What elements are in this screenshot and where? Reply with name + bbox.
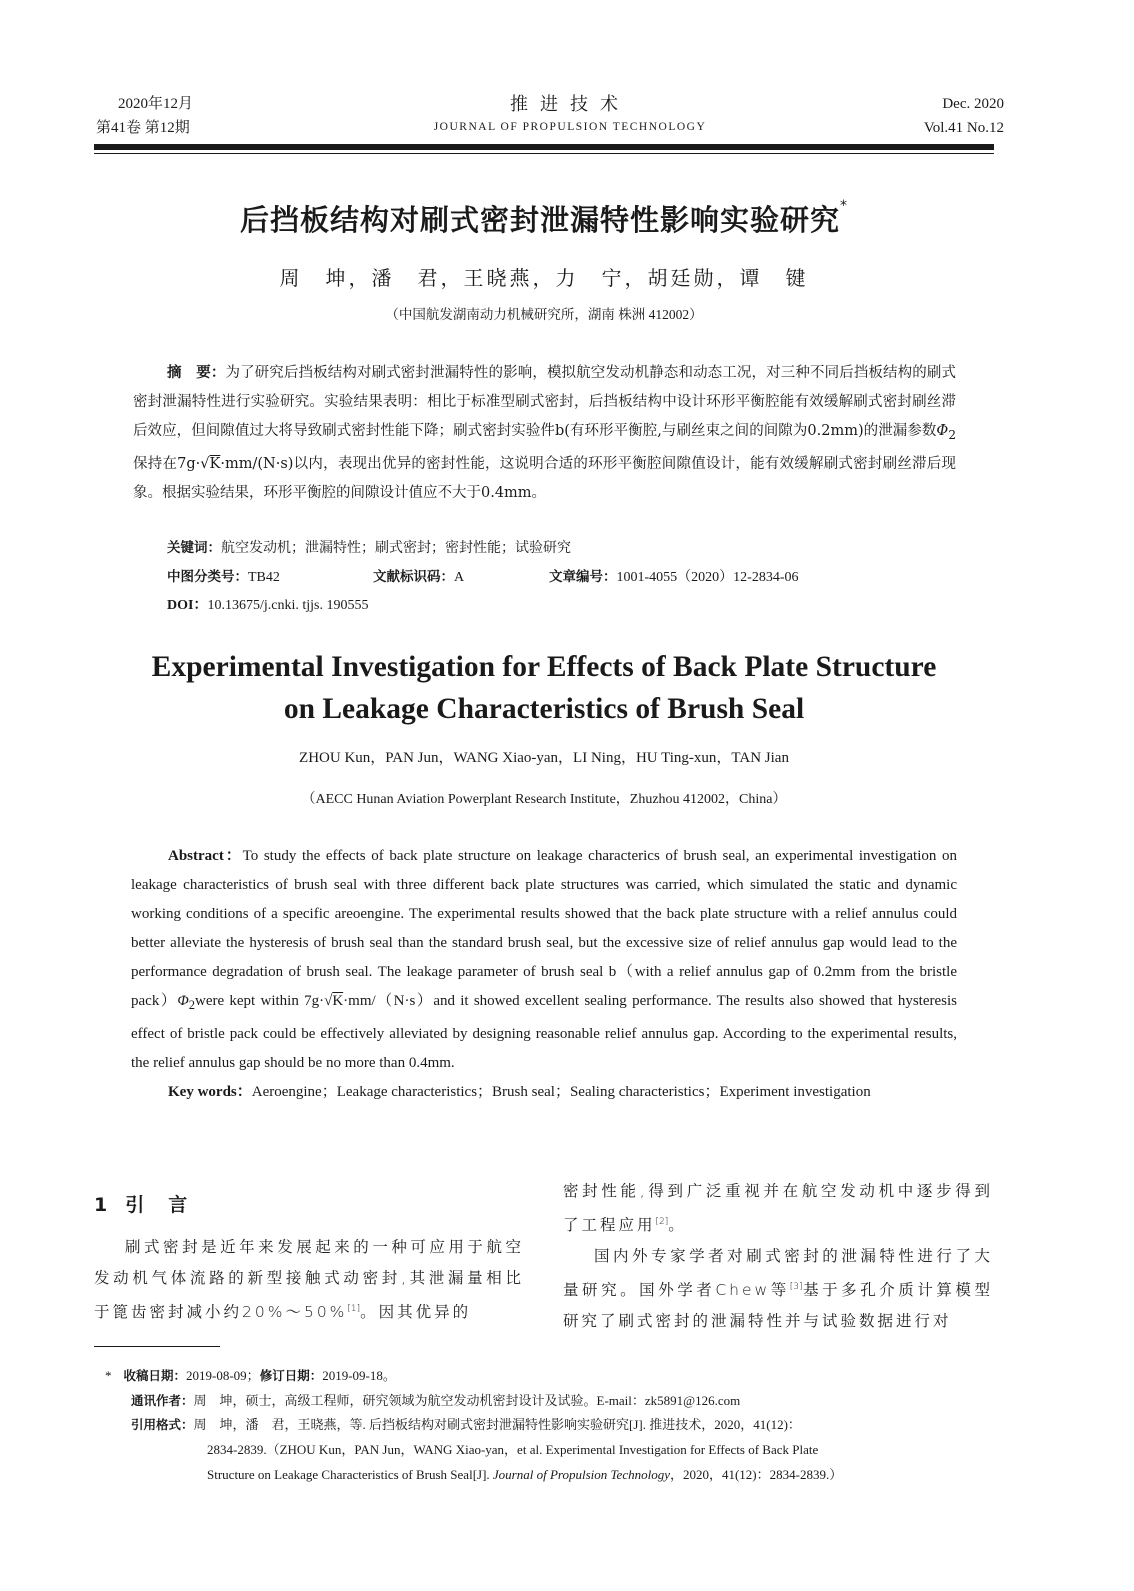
citation-line-1: 周 坤，潘 君，王晓燕，等. 后挡板结构对刷式密封泄漏特性影响实验研究[J]. 推进技术，2020，41(12)： xyxy=(193,1417,801,1432)
section-title-part-1: 引 xyxy=(125,1194,147,1216)
body-right-tail-1: 。 xyxy=(668,1216,687,1235)
header-volume-cn: 第41卷 第12期 xyxy=(96,120,190,136)
authors-en: ZHOU Kun，PAN Jun，WANG Xiao-yan，LI Ning，HU Ting-xun，TAN Jian xyxy=(299,750,789,766)
body-paragraph xyxy=(563,1241,993,1337)
keywords-cn-label: 关键词： xyxy=(167,540,221,556)
doi xyxy=(167,594,368,614)
keywords-cn xyxy=(167,536,571,557)
affiliation-cn: （中国航发湖南动力机械研究所，湖南 株洲 412002） xyxy=(385,307,703,322)
phi-subscript: 2 xyxy=(948,427,956,442)
clc-label: 中图分类号： xyxy=(167,569,248,585)
citation-ref-2[interactable]: [2] xyxy=(655,1217,669,1227)
section-heading-introduction xyxy=(94,1190,189,1217)
affiliation-en: （AECC Hunan Aviation Powerplant Research Institute，Zhuzhou 412002，China） xyxy=(301,792,787,807)
phi-subscript-en: 2 xyxy=(188,998,195,1012)
body-right-text-1: 密封性能,得到广泛重视并在航空发动机中逐步得到了工程应用 xyxy=(563,1182,993,1235)
authors-cn: 周 坤，潘 君，王晓燕，力 宁，胡廷勋，谭 键 xyxy=(279,266,809,290)
header-rule-thick xyxy=(94,144,994,150)
body-right-text-2a: 国内外专家学者对刷式密封的泄漏特性进行了大量研究。国外学者Chew等 xyxy=(563,1247,993,1300)
footnote-dates xyxy=(105,1363,396,1388)
article-number xyxy=(549,565,799,586)
body-right-column xyxy=(563,1176,993,1337)
sqrt-k: K xyxy=(209,455,221,472)
doi-label: DOI： xyxy=(167,598,208,613)
corresponding-info: 周 坤，硕士，高级工程师，研究领域为航空发动机密封设计及试验。E-mail：zk5891@126.com xyxy=(193,1393,741,1408)
citation-line-3a: Structure on Leakage Characteristics of Brush Seal[J]. xyxy=(207,1467,490,1482)
article-number-label: 文章编号： xyxy=(549,569,617,585)
doi-value[interactable]: 10.13675/j.cnki. tjjs. 190555 xyxy=(207,598,369,613)
body-left-text: 刷式密封是近年来发展起来的一种可应用于航空发动机气体流路的新型接触式动密封,其泄漏量相比于篦齿密封减小约20%～50% xyxy=(94,1238,524,1322)
abstract-en-text-1: To study the effects of back plate structure on leakage characterics of brush seal, an experimental investigation on leakage characteristics of brush seal with three different back plate structures was carried, which simulated the static and dynamic working conditions of a specific areoengine. The experimental results showed that the back plate structure with a relief annulus could better alleviate the hysteresis of brush seal than the standard brush seal, but the excessive size of relief annulus gap would lead to the performance degradation of brush seal. The leakage parameter of brush seal b（with a relief annulus gap of 0.2mm from the bristle pack） xyxy=(131,848,957,1009)
article-number-value: 1001-4055（2020）12-2834-06 xyxy=(616,570,799,585)
citation-ref-3[interactable]: [3] xyxy=(789,1282,803,1293)
citation-ref-1[interactable]: [1] xyxy=(347,1304,361,1314)
body-paragraph xyxy=(563,1176,993,1241)
body-paragraph xyxy=(94,1232,524,1328)
abstract-cn xyxy=(133,359,956,508)
journal-name-cn: 推进技术 xyxy=(510,94,630,114)
abstract-cn-text-2: 保持在7g·√ xyxy=(133,455,210,472)
header-volume-en: Vol.41 No.12 xyxy=(923,120,1004,136)
header-issue-cn xyxy=(96,92,193,140)
title-en xyxy=(94,646,994,730)
journal-name-en: JOURNAL OF PROPULSION TECHNOLOGY xyxy=(433,121,707,133)
keywords-en xyxy=(131,1078,957,1107)
title-footnote-mark: * xyxy=(840,198,848,214)
journal-masthead xyxy=(380,92,760,138)
received-date: 2019-08-09； xyxy=(186,1368,260,1383)
corresponding-label: 通讯作者： xyxy=(131,1393,194,1408)
revised-date: 2019-09-18。 xyxy=(322,1368,396,1383)
footnote-citation-format xyxy=(131,1412,961,1487)
header-rule-thin xyxy=(94,153,994,154)
header-date-cn: 2020年12月 xyxy=(118,96,194,112)
phi-symbol-en: Φ xyxy=(177,993,189,1009)
abstract-en-text-2: were kept within 7g·√ xyxy=(195,993,333,1009)
abstract-cn-text-1: 为了研究后挡板结构对刷式密封泄漏特性的影响，模拟航空发动机静态和动态工况，对三种不同后挡板结构的刷式密封泄漏特性进行实验研究。实验结果表明：相比于标准型刷式密封，后挡板结构中设计环形平衡腔能有效缓解刷式密封刷丝滞后效应，但间隙值过大将导致刷式密封性能下降；刷式密封实验件b(有环形平衡腔,与刷丝束之间的间隙为0.2mm)的泄漏参数 xyxy=(133,365,956,439)
abstract-en xyxy=(131,842,957,1107)
clc-number xyxy=(167,565,280,586)
header-date-en: Dec. 2020 xyxy=(942,96,1004,112)
document-code xyxy=(373,565,464,586)
title-en-line-1: Experimental Investigation for Effects of Back Plate Structure xyxy=(151,651,937,683)
title-cn xyxy=(94,198,994,239)
body-left-tail: 。因其优异的 xyxy=(360,1303,472,1322)
section-number: 1 xyxy=(94,1194,110,1216)
title-en-line-2: on Leakage Characteristics of Brush Seal xyxy=(283,693,805,725)
revised-label: 修订日期： xyxy=(259,1368,323,1383)
header-issue-en xyxy=(924,92,1004,140)
received-label: 收稿日期： xyxy=(123,1368,187,1383)
abstract-cn-label: 摘 要： xyxy=(167,365,226,381)
document-code-value: A xyxy=(454,570,465,585)
citation-line-3b: ，2020，41(12)：2834-2839.） xyxy=(669,1467,843,1482)
body-left-column xyxy=(94,1232,524,1328)
citation-label: 引用格式： xyxy=(131,1417,194,1432)
section-title-part-2: 言 xyxy=(168,1194,190,1216)
phi-symbol: Φ xyxy=(936,423,949,439)
abstract-cn-text-3: ·mm/(N·s)以内，表现出优异的密封性能，这说明合适的环形平衡腔间隙值设计，能有效缓解刷式密封刷丝滞后现象。根据实验结果，环形平衡腔的间隙设计值应不大于0.4mm。 xyxy=(133,455,956,501)
citation-line-2: 2834-2839.（ZHOU Kun，PAN Jun，WANG Xiao-yan，et al. Experimental Investigation for Effects of Back Plate xyxy=(207,1442,819,1457)
sqrt-k-en: K xyxy=(332,993,344,1009)
abstract-en-label: Abstract： xyxy=(168,848,243,864)
citation-journal: Journal of Propulsion Technology xyxy=(492,1467,670,1482)
abstract-en-text-3: ·mm/（N·s）and it showed excellent sealing performance. The results also showed that hysteresis effect of bristle pack could be effectively alleviated by designing reasonable relief annulus gap. According to the experimental results, the relief annulus gap should be no more than 0.4mm. xyxy=(131,993,957,1071)
citation-line-3 xyxy=(131,1462,961,1487)
keywords-cn-text: 航空发动机；泄漏特性；刷式密封；密封性能；试验研究 xyxy=(221,541,571,556)
keywords-en-label: Key words： xyxy=(168,1084,252,1100)
footnote-rule xyxy=(94,1346,220,1347)
body-right-text-2b: 基于多孔介质计算模型研究了刷式密封的泄漏特性并与试验数据进行对 xyxy=(563,1281,993,1331)
footnote-corresponding-author xyxy=(131,1388,740,1413)
document-code-label: 文献标识码： xyxy=(373,569,454,585)
footnote-star: * xyxy=(105,1368,112,1383)
keywords-en-text: Aeroengine；Leakage characteristics；Brush seal；Sealing characteristics；Experiment investigation xyxy=(251,1084,871,1100)
title-cn-text: 后挡板结构对刷式密封泄漏特性影响实验研究 xyxy=(239,203,840,237)
clc-value: TB42 xyxy=(248,570,280,585)
